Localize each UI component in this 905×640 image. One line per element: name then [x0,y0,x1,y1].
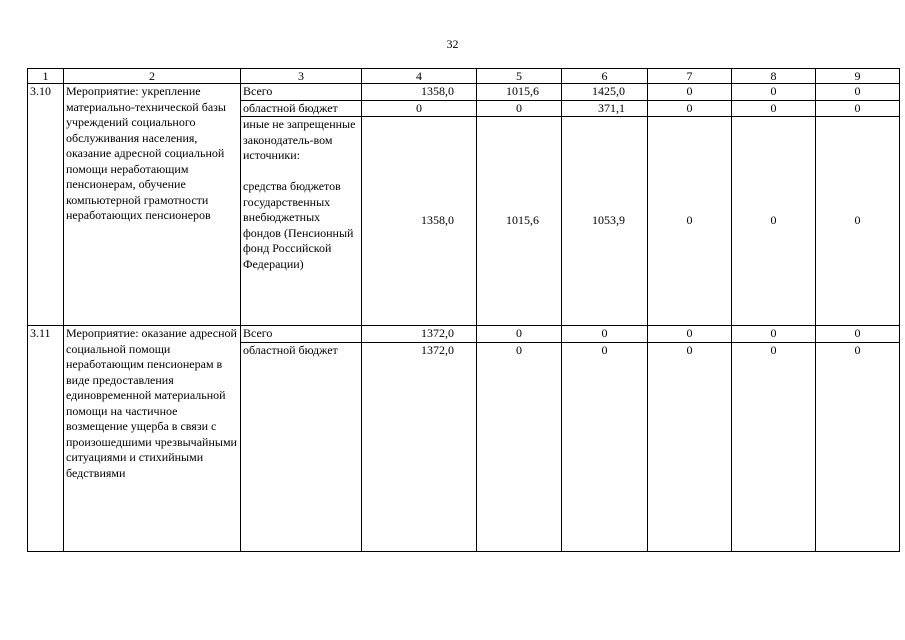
value-cell: 1425,0 [562,84,648,101]
value-cell: 1053,9 [562,117,648,326]
value-cell: 371,1 [562,100,648,117]
header-cell: 8 [732,69,816,84]
value-cell: 0 [816,326,900,343]
table-row [28,84,900,101]
value-cell: 0 [816,100,900,117]
value-cell: 1358,0 [362,117,477,326]
value-cell: 0 [562,342,648,551]
funding-source [241,117,362,326]
spacer [243,164,359,180]
value-cell: 0 [732,84,816,101]
value-cell: 1358,0 [362,84,477,101]
item-name: Мероприятие: укрепление материально-технической базы учреждений социального обслуживания населения, оказание адресной социальной помощи неработающим пенсионерам, обучение компьютерной грамотности неработающих пенсионеров [64,84,241,326]
value-cell: 0 [732,326,816,343]
funding-source: Всего [241,326,362,343]
item-name: Мероприятие: оказание адресной социальной помощи неработающим пенсионерам в виде предоставления единовременной материальной помощи на частичное возмещение ущерба в связи с произошедшими чрезвычайными ситуациями и стихийными бедствиями [64,326,241,552]
header-cell: 4 [362,69,477,84]
item-number: 3.10 [28,84,64,326]
header-cell: 3 [241,69,362,84]
value-cell: 0 [732,100,816,117]
header-cell: 9 [816,69,900,84]
value-cell: 1015,6 [477,117,562,326]
value-cell: 0 [362,100,477,117]
value-cell: 0 [648,326,732,343]
header-cell: 2 [64,69,241,84]
header-cell: 5 [477,69,562,84]
funding-source: областной бюджет [241,342,362,551]
page-number: 32 [446,37,459,51]
value-cell: 0 [648,117,732,326]
value-cell: 0 [477,100,562,117]
value-cell: 0 [648,100,732,117]
value-cell: 0 [477,342,562,551]
value-cell: 0 [816,117,900,326]
table-row [28,326,900,343]
header-row [28,69,900,84]
value-cell: 0 [816,84,900,101]
funding-source: Всего [241,84,362,101]
value-cell: 0 [732,117,816,326]
value-cell: 0 [562,326,648,343]
budget-table [27,68,900,552]
value-cell: 0 [732,342,816,551]
value-cell: 0 [477,326,562,343]
item-number: 3.11 [28,326,64,552]
header-cell: 1 [28,69,64,84]
funding-source-intro: иные не запрещенные законодатель-вом источники: [243,117,356,162]
header-cell: 6 [562,69,648,84]
value-cell: 1372,0 [362,326,477,343]
value-cell: 0 [648,342,732,551]
funding-source: областной бюджет [241,100,362,117]
value-cell: 1372,0 [362,342,477,551]
value-cell: 1015,6 [477,84,562,101]
value-cell: 0 [816,342,900,551]
header-cell: 7 [648,69,732,84]
funding-source-detail: средства бюджетов государственных внебюджетных фондов (Пенсионный фонд Российской Федерации) [243,179,354,271]
value-cell: 0 [648,84,732,101]
